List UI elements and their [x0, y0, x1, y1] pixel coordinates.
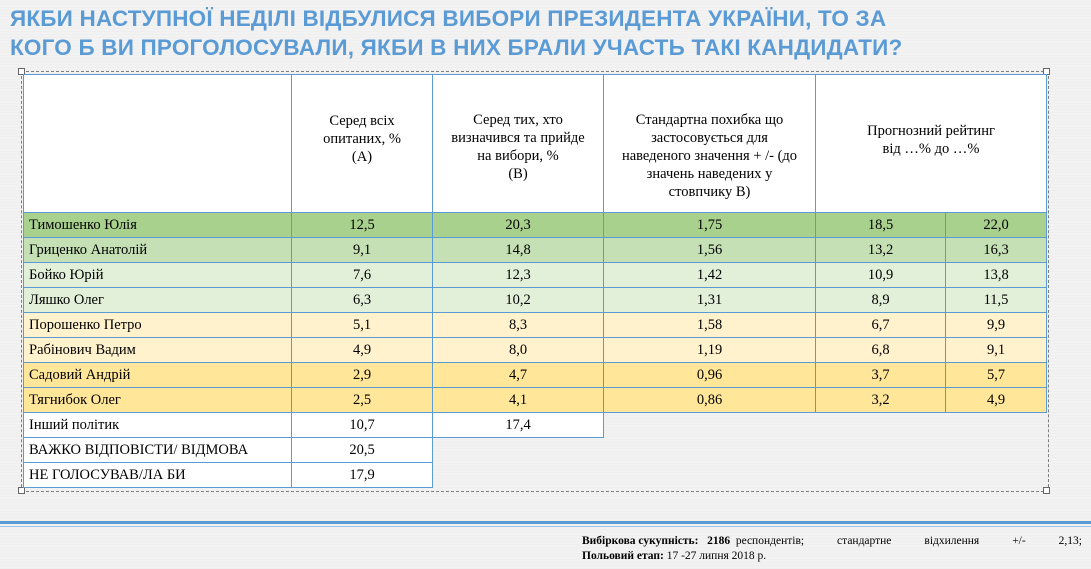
value-b: 4,1 [433, 388, 604, 413]
value-to: 9,1 [946, 338, 1047, 363]
value-b: 8,3 [433, 313, 604, 338]
footer-divider [0, 521, 1091, 524]
table-row [24, 263, 1047, 288]
value-from: 6,8 [816, 338, 946, 363]
value-to: 9,9 [946, 313, 1047, 338]
value-to: 4,9 [946, 388, 1047, 413]
header-col-b: Серед тих, хто визначився та прийде на вибори, % (B) [433, 75, 604, 213]
candidate-name: Бойко Юрій [24, 263, 292, 288]
table-row [24, 413, 1047, 438]
value-b: 4,7 [433, 363, 604, 388]
value-a: 4,9 [292, 338, 433, 363]
title-line-1: ЯКБИ НАСТУПНОЇ НЕДІЛІ ВІДБУЛИСЯ ВИБОРИ ПРЕЗИДЕНТА УКРАЇНИ, ТО ЗА [10, 6, 887, 31]
value-a: 9,1 [292, 238, 433, 263]
value-a: 10,7 [292, 413, 433, 438]
table-row [24, 338, 1047, 363]
value-a: 17,9 [292, 463, 433, 488]
table-header-row [24, 75, 1047, 213]
value-error: 1,56 [604, 238, 816, 263]
candidate-name: Рабінович Вадим [24, 338, 292, 363]
value-a: 6,3 [292, 288, 433, 313]
table-row [24, 438, 1047, 463]
value-to: 11,5 [946, 288, 1047, 313]
table-row [24, 463, 1047, 488]
value-from: 13,2 [816, 238, 946, 263]
value-error: 1,31 [604, 288, 816, 313]
header-empty-cell [24, 75, 292, 213]
value-b: 12,3 [433, 263, 604, 288]
value-from: 3,2 [816, 388, 946, 413]
value-error: 1,42 [604, 263, 816, 288]
resize-handle-bottom-right[interactable] [1043, 487, 1050, 494]
candidate-name: Садовий Андрій [24, 363, 292, 388]
value-b: 14,8 [433, 238, 604, 263]
table-row [24, 388, 1047, 413]
value-to: 22,0 [946, 213, 1047, 238]
would-not-vote-label: НЕ ГОЛОСУВАВ/ЛА БИ [24, 463, 292, 488]
value-error: 0,86 [604, 388, 816, 413]
value-a: 5,1 [292, 313, 433, 338]
candidate-name: Гриценко Анатолій [24, 238, 292, 263]
header-col-forecast: Прогнозний рейтинг від …% до …% [816, 75, 1047, 213]
value-error: 1,19 [604, 338, 816, 363]
candidate-name: Тимошенко Юлія [24, 213, 292, 238]
table-row [24, 313, 1047, 338]
results-table [23, 74, 1047, 488]
value-from: 10,9 [816, 263, 946, 288]
value-to: 16,3 [946, 238, 1047, 263]
value-to: 5,7 [946, 363, 1047, 388]
value-error: 1,58 [604, 313, 816, 338]
footer-divider-thin [0, 526, 1091, 527]
hard-to-say-label: ВАЖКО ВІДПОВІСТИ/ ВІДМОВА [24, 438, 292, 463]
value-a: 2,9 [292, 363, 433, 388]
title-line-2: КОГО Б ВИ ПРОГОЛОСУВАЛИ, ЯКБИ В НИХ БРАЛИ УЧАСТЬ ТАКІ КАНДИДАТИ? [10, 35, 903, 60]
value-a: 7,6 [292, 263, 433, 288]
table-row [24, 288, 1047, 313]
value-from: 18,5 [816, 213, 946, 238]
value-a: 2,5 [292, 388, 433, 413]
value-to: 13,8 [946, 263, 1047, 288]
value-a: 20,5 [292, 438, 433, 463]
resize-handle-bottom-left[interactable] [18, 487, 25, 494]
survey-footnote: Вибіркова сукупність: 2186 респондентів; стандартне відхилення +/- 2,13; Польовий етап: 17 -27 липня 2018 р. [582, 535, 1082, 562]
table-row [24, 213, 1047, 238]
candidate-name: Порошенко Петро [24, 313, 292, 338]
table-row [24, 238, 1047, 263]
value-error: 0,96 [604, 363, 816, 388]
value-b: 20,3 [433, 213, 604, 238]
value-b: 8,0 [433, 338, 604, 363]
candidate-name: Ляшко Олег [24, 288, 292, 313]
value-b: 17,4 [433, 413, 604, 438]
value-a: 12,5 [292, 213, 433, 238]
value-from: 3,7 [816, 363, 946, 388]
table-row [24, 363, 1047, 388]
slide-title [10, 4, 1080, 62]
header-col-error: Стандартна похибка що застосовується для наведеного значення + /- (до значень наведених у стовпчику B) [604, 75, 816, 213]
value-b: 10,2 [433, 288, 604, 313]
value-error: 1,75 [604, 213, 816, 238]
other-politician-label: Інший політик [24, 413, 292, 438]
value-from: 6,7 [816, 313, 946, 338]
header-col-a: Серед всіх опитаних, % (A) [292, 75, 433, 213]
value-from: 8,9 [816, 288, 946, 313]
candidate-name: Тягнибок Олег [24, 388, 292, 413]
